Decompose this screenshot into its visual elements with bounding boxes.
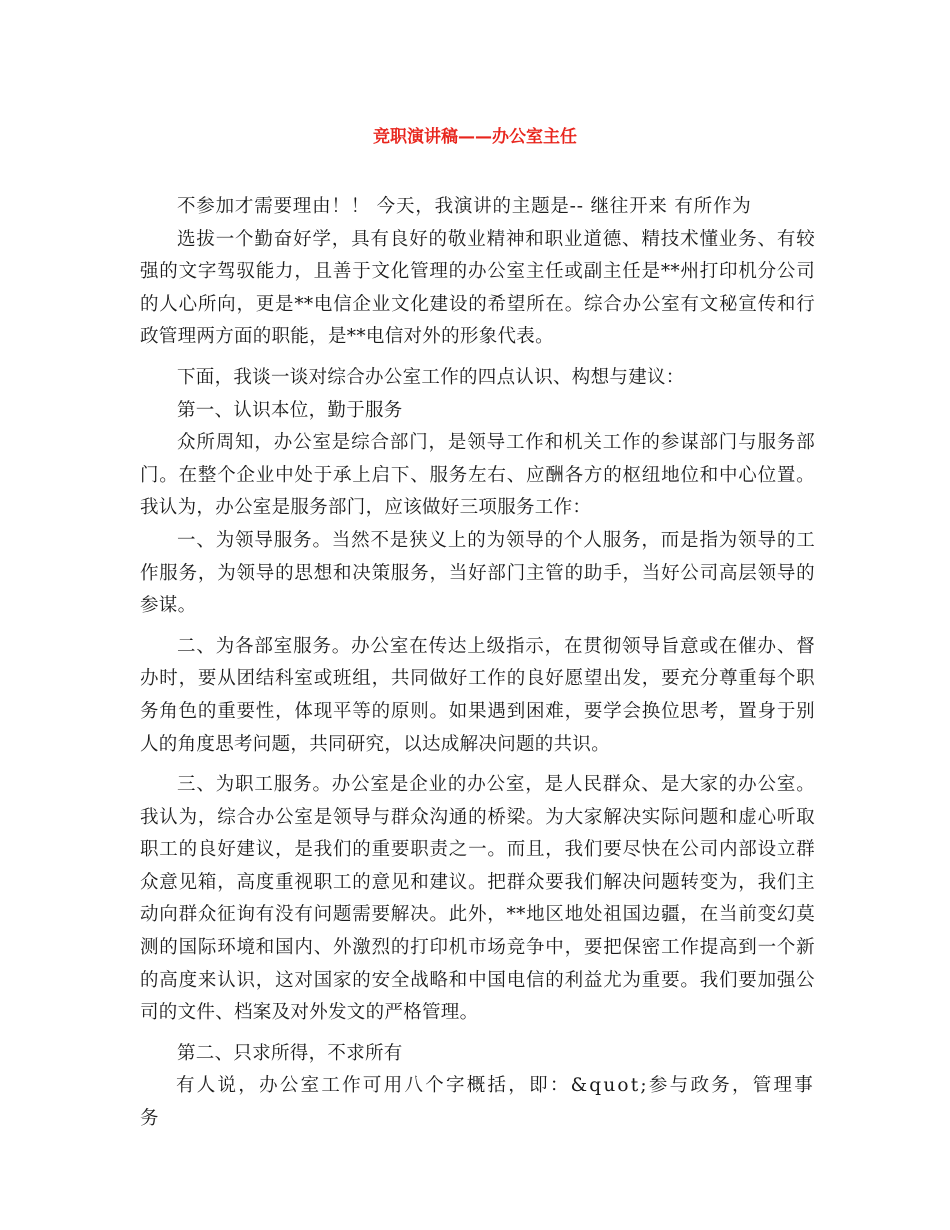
paragraph-office-role: 众所周知，办公室是综合部门，是领导工作和机关工作的参谋部门与服务部门。在整个企业中处于承上启下、服务左右、应酬各方的枢纽地位和中心位置。我认为，办公室是服务部门，应该做好三项服务工作： (140, 432, 815, 519)
document-title: 竞职演讲稿——办公室主任 (373, 127, 577, 147)
paragraph-intro: 选拔一个勤奋好学，具有良好的敬业精神和职业道德、精技术懂业务、有较强的文字驾驭能力，且善于文化管理的办公室主任或副主任是**州打印机分公司的人心所向，更是**电信企业文化建设的希望所在。综合办公室有文秘宣传和行政管理两方面的职能，是**电信对外的形象代表。 (140, 228, 815, 348)
paragraph-transition: 下面，我谈一谈对综合办公室工作的四点认识、构想与建议： (177, 366, 685, 388)
paragraph-serve-staff: 三、为职工服务。办公室是企业的办公室，是人民群众、是大家的办公室。我认为，综合办公室是领导与群众沟通的桥梁。为大家解决实际问题和虚心听取职工的良好建议，是我们的重要职责之一。而且，我们要尽快在公司内部设立群众意见箱，高度重视职工的意见和建议。把群众要我们解决问题转变为，我们主动向群众征询有没有问题需要解决。此外，**地区地处祖国边疆，在当前变幻莫测的国际环境和国内、外激烈的打印机市场竞争中，要把保密工作提高到一个新的高度来认识，这对国家的安全战略和中国电信的利益尤为重要。我们要加强公司的文件、档案及对外发文的严格管理。 (140, 774, 815, 1024)
paragraph-opening: 不参加才需要理由！！ 今天，我演讲的主题是-- 继往开来 有所作为 (177, 196, 752, 217)
paragraph-eight-characters: 有人说，办公室工作可用八个字概括，即：&quot;参与政务，管理事务 (140, 1075, 815, 1130)
document-body (140, 191, 815, 1136)
paragraph-serve-departments: 二、为各部室服务。办公室在传达上级指示，在贯彻领导旨意或在催办、督办时，要从团结科室或班组，共同做好工作的良好愿望出发，要充分尊重每个职务角色的重要性，体现平等的原则。如果遇到困难，要学会换位思考，置身于别人的角度思考问题，共同研究，以达成解决问题的共识。 (140, 635, 815, 755)
paragraph-serve-leaders: 一、为领导服务。当然不是狭义上的为领导的个人服务，而是指为领导的工作服务，为领导的思想和决策服务，当好部门主管的助手，当好公司高层领导的参谋。 (140, 529, 815, 617)
section-heading-second: 第二、只求所得，不求所有 (177, 1042, 403, 1064)
section-heading-first: 第一、认识本位，勤于服务 (177, 399, 403, 421)
